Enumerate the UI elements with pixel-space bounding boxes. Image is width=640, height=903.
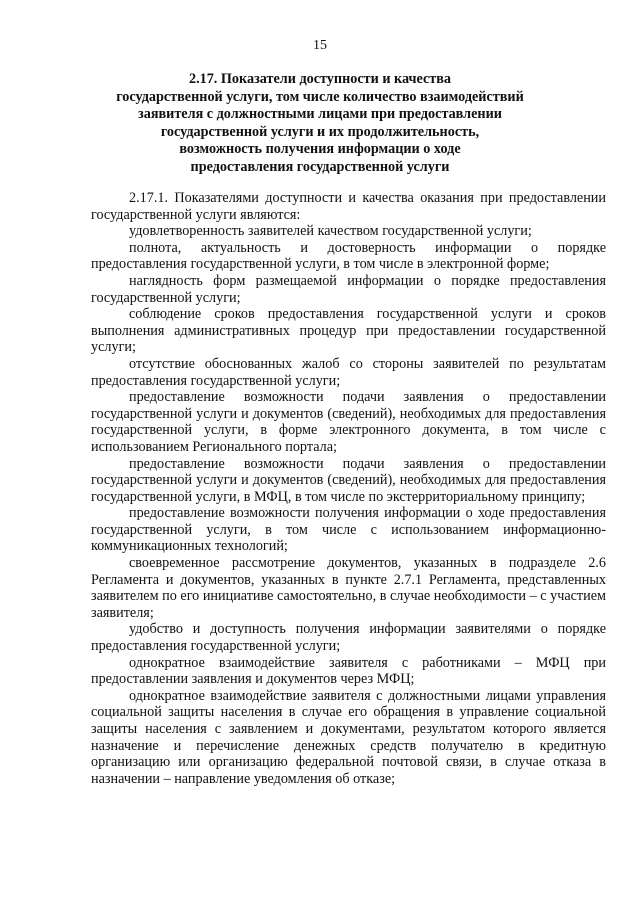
list-item: предоставление возможности подачи заявления о предоставлении государственной услуги и документов (сведений), необходимых для предоставления государственной услуги, в форме электронного документа, в том числе с использованием Регионального портала; [91,389,606,455]
page-number: 15 [313,38,327,53]
paragraph-intro: 2.17.1. Показателями доступности и качества оказания при предоставлении государственной услуги являются: [91,190,606,223]
list-item: однократное взаимодействие заявителя с должностными лицами управления социальной защиты населения в случае его обращения в управление социальной защиты населения с заявлением и документами, результатом которого является назначение и перечисление денежных средств получателю в кредитную организацию или организацию федеральной почтовой связи, в случае отказа в назначении – направление уведомления об отказе; [91,687,606,787]
heading-line: предоставления государственной услуги [190,158,450,175]
heading-line: государственной услуги и их продолжительность, [160,123,480,140]
list-item: удовлетворенность заявителей качеством государственной услуги; [129,223,532,240]
list-item: своевременное рассмотрение документов, указанных в подразделе 2.6 Регламента и документов, указанных в пункте 2.7.1 Регламента, представленных заявителем по его инициативе самостоятельно, в случае необходимости – с участием заявителя; [91,555,606,621]
list-item: соблюдение сроков предоставления государственной услуги и сроков выполнения административных процедур при предоставлении государственной услуги; [91,306,606,356]
list-item: предоставление возможности подачи заявления о предоставлении государственной услуги и документов (сведений), необходимых для предоставления государственной услуги, в МФЦ, в том числе по экстерриториальному принципу; [91,455,606,505]
heading-line: возможность получения информации о ходе [179,141,461,158]
list-item: предоставление возможности получения информации о ходе предоставления государственной услуги, в том числе с использованием информационно-коммуникационных технологий; [91,505,606,555]
list-item: наглядность форм размещаемой информации о порядке предоставления государственной услуги; [91,272,606,306]
heading-line: государственной услуги, том числе количество взаимодействий [116,88,524,105]
list-item: отсутствие обоснованных жалоб со стороны заявителей по результатам предоставления государственной услуги; [91,355,606,389]
list-item: однократное взаимодействие заявителя с работниками – МФЦ при предоставлении заявления и документов через МФЦ; [91,654,606,688]
list-item: полнота, актуальность и достоверность информации о порядке предоставления государственной услуги, в том числе в электронной форме; [91,239,606,273]
body-text [91,190,606,787]
section-heading [110,71,530,177]
heading-line: заявителя с должностными лицами при предоставлении [138,106,502,123]
list-item: удобство и доступность получения информации заявителями о порядке предоставления государственной услуги; [91,621,606,655]
heading-line: 2.17. Показатели доступности и качества [188,71,452,87]
